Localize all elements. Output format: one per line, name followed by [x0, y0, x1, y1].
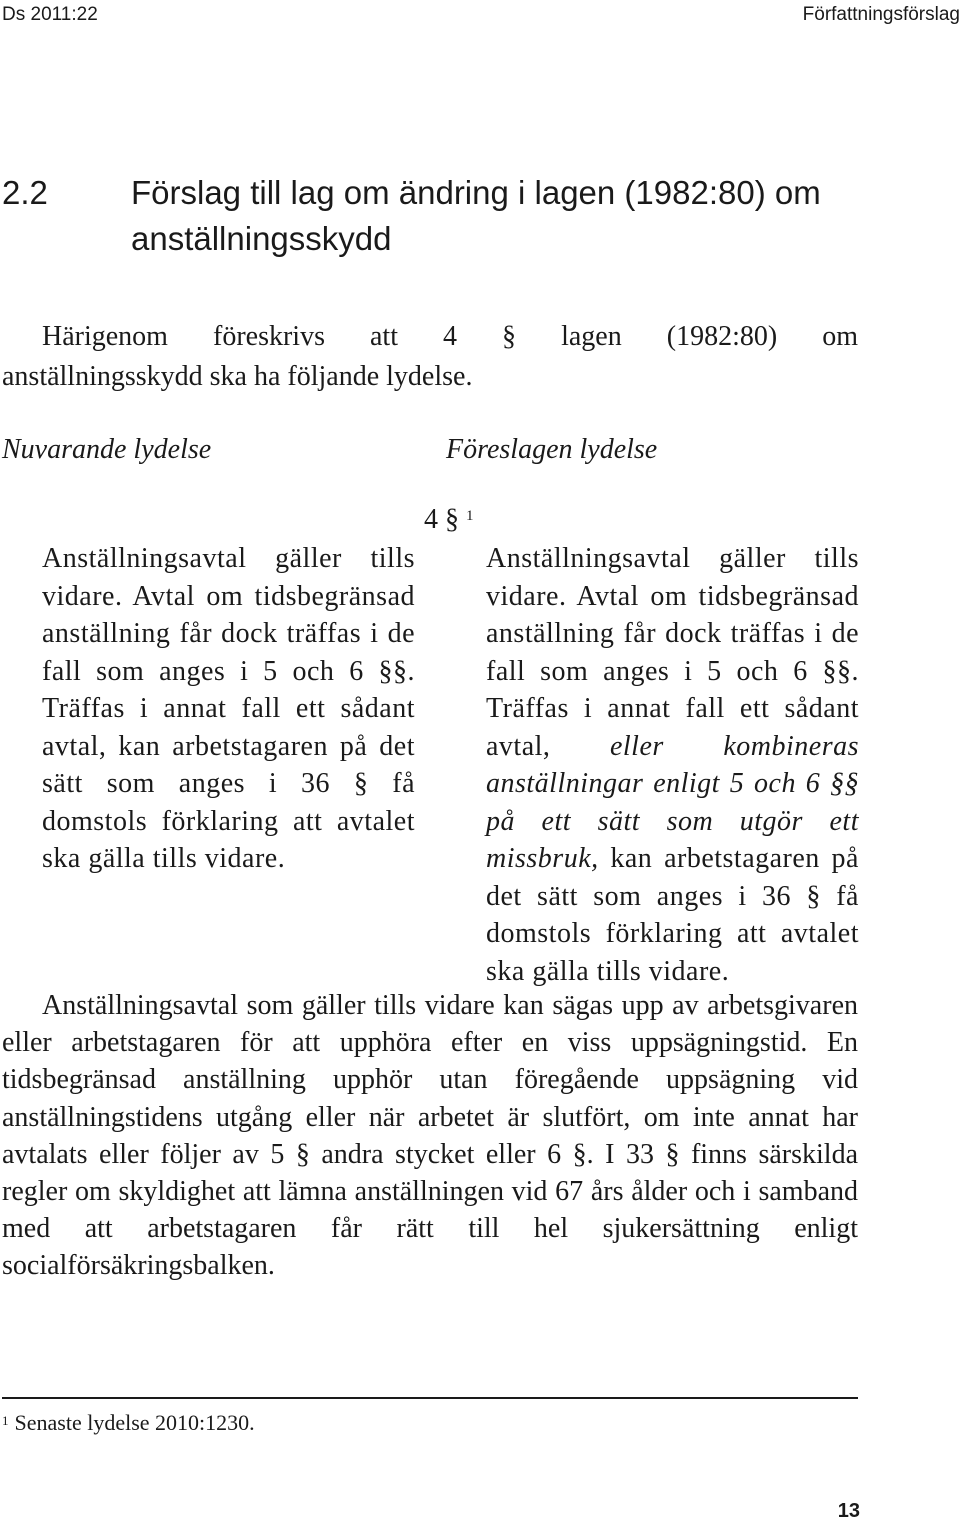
document-id: Ds 2011:22 — [2, 4, 98, 25]
footnote-divider — [2, 1397, 858, 1399]
proposed-text-end: kan arbetstagaren på det sätt som anges i 36 § få domstols förklaring att avtalet ska gälla tills vidare. — [486, 843, 859, 987]
running-header — [0, 2, 960, 32]
document-section-label: Författningsförslag — [802, 4, 960, 25]
current-wording-text — [2, 540, 415, 878]
section-title: Förslag till lag om ändring i lagen (1982:80) om anställningsskydd — [131, 174, 821, 257]
proposed-text-start: Anställningsavtal gäller tills vidare. Avtal om tidsbegränsad anställning får dock träffas i de fall som anges i 5 och 6 §§. Träffas i annat fall ett sådant avtal, — [486, 543, 859, 762]
paragraph-mark-label: 4 § — [424, 504, 459, 535]
footnote-text: Senaste lydelse 2010:1230. — [14, 1410, 255, 1435]
paragraph-mark — [424, 500, 474, 540]
footnote — [2, 1408, 255, 1438]
section-number: 2.2 — [2, 174, 48, 211]
current-paragraph: Anställningsavtal gäller tills vidare. Avtal om tidsbegränsad anställning får dock träffas i de fall som anges i 5 och 6 §§. Träffas i annat fall ett sådant avtal, kan arbetstagaren på det sätt som anges i 36 § få domstols förklaring att avtalet ska gälla tills vidare. — [42, 543, 415, 874]
proposed-italic-amendment: eller kombineras anställningar enligt 5 och 6 §§ på ett sätt som utgör ett missbruk, — [486, 730, 859, 874]
proposed-wording-heading: Föreslagen lydelse — [446, 434, 658, 465]
proposed-paragraph — [446, 540, 859, 990]
footnote-number: 1 — [2, 1413, 9, 1428]
footnote-reference: 1 — [466, 508, 474, 524]
intro-line-2: anställningsskydd ska ha följande lydelse. — [2, 361, 473, 392]
intro-paragraph — [2, 317, 858, 397]
current-wording-heading: Nuvarande lydelse — [2, 434, 212, 465]
common-paragraph: Anställningsavtal som gäller tills vidare kan sägas upp av arbetsgivaren eller arbetstagaren för att upphöra efter en viss uppsägningstid. En tidsbegränsad anställning upphör utan föregående uppsägning vid anställningstidens utgång eller när arbetet är slutfört, om inte annat har avtalats eller följer av 5 § andra stycket eller 6 §. I 33 § finns särskilda regler om skyldighet att lämna anställningen vid 67 års ålder och i samband med att arbetstagaren får rätt till hel sjukersättning enligt socialförsäkringsbalken. — [2, 990, 858, 1282]
proposed-wording-text — [446, 540, 859, 990]
intro-line-1: Härigenom föreskrivs att 4 § lagen (1982:80) om — [42, 321, 858, 352]
page-number: 13 — [837, 1500, 860, 1522]
